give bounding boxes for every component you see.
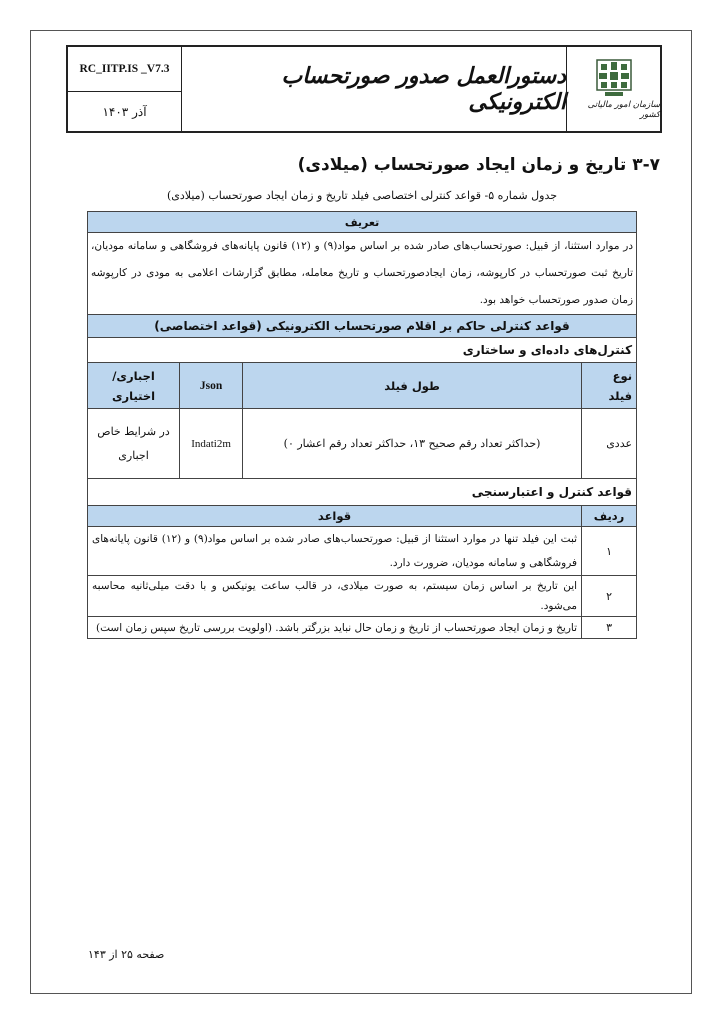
rules-heading: قواعد کنترلی حاکم بر اقلام صورتحساب الکترونیکی (قواعد اختصاصی) — [88, 315, 637, 338]
rules-table — [87, 211, 637, 639]
document-header — [66, 45, 662, 133]
field-type-value: عددی — [582, 409, 637, 479]
col-field-type: نوع فیلد — [582, 363, 637, 409]
data-controls-heading: کنترل‌های داده‌ای و ساختاری — [88, 338, 637, 363]
definition-text: در موارد استثنا، از قبیل: صورتحساب‌های صادر شده بر اساس مواد(۹) و (۱۲) قانون پایانه‌های فروشگاهی و سامانه مودیان، تاریخ ثبت صورتحساب در کارپوشه، زمان ایجادصورتحساب و تاریخ معامله، مطابق گزارشات اعلامی به مودی در کارپوشه زمان صدور صورتحساب خواهد بود. — [88, 233, 637, 315]
col-json: Json — [180, 363, 243, 409]
rule-row — [88, 617, 637, 639]
col-field-length: طول فیلد — [243, 363, 582, 409]
page-number: صفحه ۲۵ از ۱۴۳ — [88, 948, 165, 961]
rule-number: ۲ — [582, 576, 637, 617]
rule-text: ثبت این فیلد تنها در موارد استثنا از قبیل: صورتحساب‌های صادر شده بر اساس مواد(۹) و (۱۲) قانون پایانه‌های فروشگاهی و سامانه مودیان، ضرورت دارد. — [88, 527, 582, 576]
json-value: Indati2m — [180, 409, 243, 479]
col-mandatory: اجباری/ اختیاری — [88, 363, 180, 409]
table-caption: جدول شماره ۵- قواعد کنترلی اختصاصی فیلد تاریخ و زمان ایجاد صورتحساب (میلادی) — [166, 189, 558, 202]
definition-heading: تعریف — [88, 212, 637, 233]
doc-code: RC_IITP.IS _V7.3 — [68, 47, 181, 92]
field-length-value: (حداکثر تعداد رقم صحیح ۱۳، حداکثر تعداد رقم اعشار ۰) — [243, 409, 582, 479]
doc-title: دستورالعمل صدور صورتحساب الکترونیکی — [281, 63, 566, 115]
rule-number: ۱ — [582, 527, 637, 576]
rule-number: ۳ — [582, 617, 637, 639]
col-rules: قواعد — [88, 506, 582, 527]
rule-row — [88, 576, 637, 617]
section-title: ۳-۷ تاریخ و زمان ایجاد صورتحساب (میلادی) — [297, 155, 660, 175]
rule-row — [88, 527, 637, 576]
rule-text: تاریخ و زمان ایجاد صورتحساب از تاریخ و زمان حال نباید بزرگتر باشد. (اولویت بررسی تاریخ سپس زمان است) — [88, 617, 582, 639]
header-meta — [68, 47, 182, 131]
col-row-number: ردیف — [582, 506, 637, 527]
org-name: سازمان امور مالیاتی کشور — [587, 100, 660, 120]
validation-heading: قواعد کنترل و اعتبارسنجی — [88, 479, 637, 506]
mandatory-value: در شرایط خاص اجباری — [88, 409, 180, 479]
org-logo-block — [566, 47, 660, 131]
doc-date: آذر ۱۴۰۳ — [102, 104, 147, 119]
rule-text: این تاریخ بر اساس زمان سیستم، به صورت میلادی، در قالب ساعت یونیکس و با دقت میلی‌ثانیه محاسبه می‌شود. — [88, 576, 582, 617]
org-emblem-icon — [595, 58, 633, 98]
